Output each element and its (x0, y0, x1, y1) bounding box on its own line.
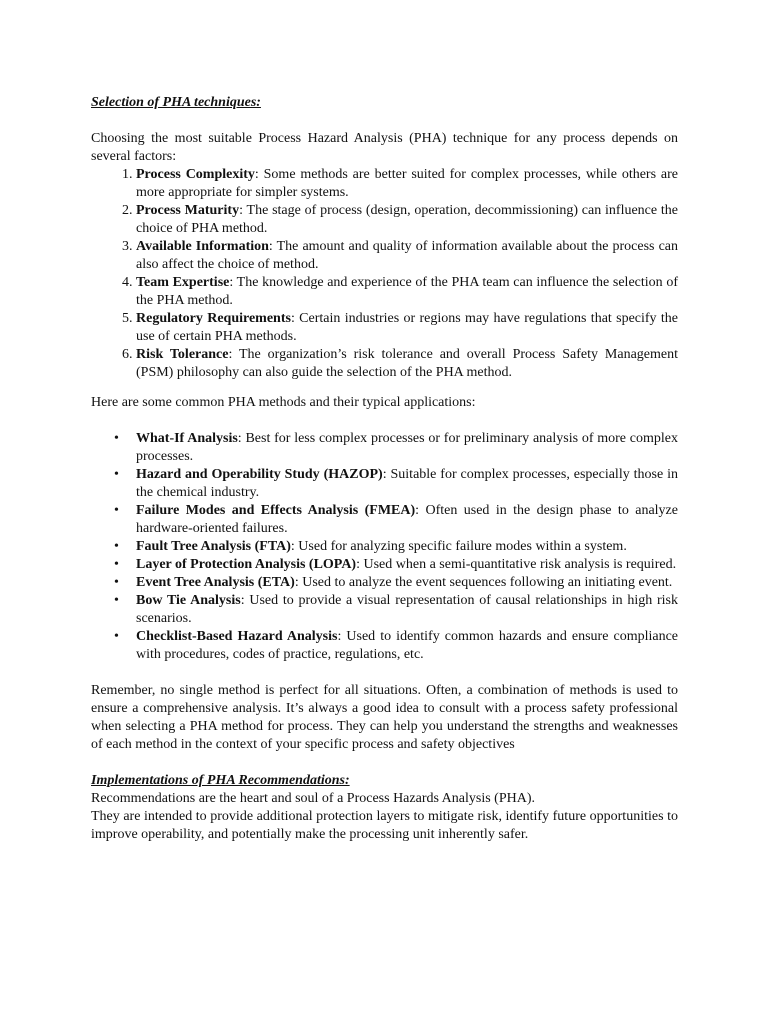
method-text: : Suitable for complex processes, especially those in the chemical industry. (136, 467, 678, 500)
method-term: Checklist-Based Hazard Analysis (136, 629, 338, 644)
method-item (136, 466, 678, 502)
method-item (136, 628, 678, 664)
factor-term: Process Maturity (136, 203, 240, 218)
method-text: : Used to provide a visual representation of causal relationships in high risk scenarios. (136, 593, 678, 626)
methods-list (91, 430, 678, 664)
method-term: Hazard and Operability Study (HAZOP) (136, 467, 383, 482)
method-text: : Used to analyze the event sequences following an initiating event. (294, 575, 673, 590)
factor-item (136, 346, 678, 382)
factor-text: : The amount and quality of information available about the process can also affect the choice of method. (136, 239, 678, 272)
method-text: : Used to identify common hazards and ensure compliance with procedures, codes of practice, regulations, etc. (136, 629, 678, 662)
factor-item (136, 238, 678, 274)
factor-text: : Some methods are better suited for complex processes, while others are more appropriate for simpler systems. (136, 167, 678, 200)
method-text: : Used when a semi-quantitative risk analysis is required. (356, 557, 677, 572)
method-text: : Used for analyzing specific failure modes within a system. (290, 539, 627, 554)
method-item (136, 430, 678, 466)
intro-paragraph: Choosing the most suitable Process Hazard Analysis (PHA) technique for any process depends on several factors: (91, 131, 678, 164)
methods-intro-paragraph: Here are some common PHA methods and their typical applications: (91, 395, 476, 410)
method-item (136, 502, 678, 538)
factor-term: Process Complexity (136, 167, 255, 182)
method-item (136, 574, 678, 592)
factor-text: : Certain industries or regions may have regulations that specify the use of certain PHA methods. (136, 311, 678, 344)
method-text: : Often used in the design phase to analyze hardware-oriented failures. (136, 503, 678, 536)
method-term: What-If Analysis (136, 431, 238, 446)
factor-term: Regulatory Requirements (136, 311, 291, 326)
method-item (136, 556, 678, 574)
method-item (136, 592, 678, 628)
closing-paragraph: Remember, no single method is perfect for all situations. Often, a combination of methods is used to ensure a comprehensive analysis. It’s always a good idea to consult with a process safety professional when selecting a PHA method for process. They can help you understand the strengths and weaknesses of each method in the context of your specific process and safety objectives (91, 683, 678, 752)
factor-item (136, 202, 678, 238)
section-heading-selection: Selection of PHA techniques: (91, 95, 261, 110)
method-item (136, 538, 678, 556)
factor-text: : The knowledge and experience of the PHA team can influence the selection of the PHA method. (136, 275, 678, 308)
factor-term: Team Expertise (136, 275, 230, 290)
factor-item (136, 274, 678, 310)
method-term: Event Tree Analysis (ETA) (136, 575, 295, 590)
recommendations-line: Recommendations are the heart and soul of a Process Hazards Analysis (PHA). (91, 791, 535, 806)
method-term: Bow Tie Analysis (136, 593, 241, 608)
section-heading-implementations: Implementations of PHA Recommendations: (91, 773, 350, 788)
document-content (91, 94, 678, 844)
method-term: Fault Tree Analysis (FTA) (136, 539, 291, 554)
factor-term: Available Information (136, 239, 269, 254)
factor-item (136, 166, 678, 202)
factors-list (91, 166, 678, 382)
factor-term: Risk Tolerance (136, 347, 229, 362)
method-text: : Best for less complex processes or for preliminary analysis of more complex processes. (136, 431, 678, 464)
recommendations-purpose: They are intended to provide additional protection layers to mitigate risk, identify future opportunities to improve operability, and potentially make the processing unit inherently safer. (91, 809, 678, 842)
method-term: Layer of Protection Analysis (LOPA) (136, 557, 357, 572)
factor-text: : The organization’s risk tolerance and overall Process Safety Management (PSM) philosophy can also guide the selection of the PHA method. (136, 347, 678, 380)
factor-item (136, 310, 678, 346)
factor-text: : The stage of process (design, operation, decommissioning) can influence the choice of PHA method. (136, 203, 679, 236)
method-term: Failure Modes and Effects Analysis (FMEA) (136, 503, 416, 518)
